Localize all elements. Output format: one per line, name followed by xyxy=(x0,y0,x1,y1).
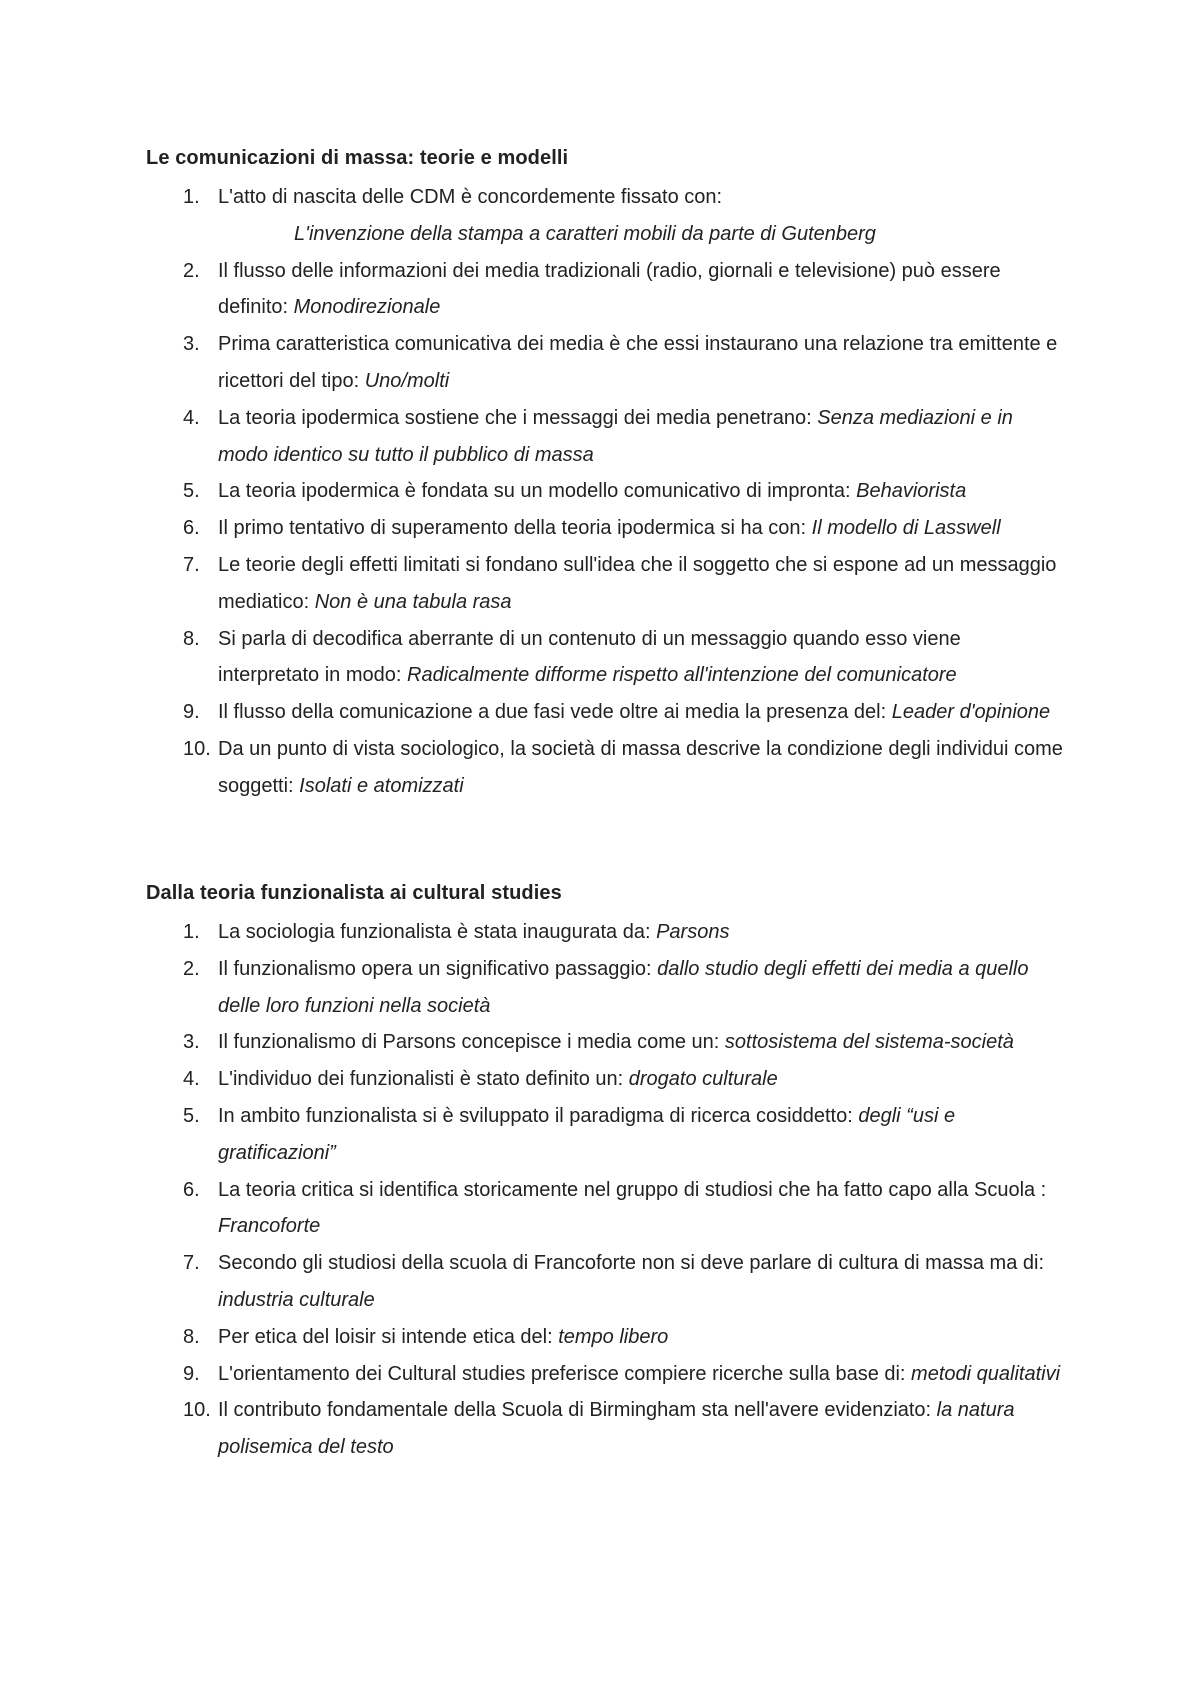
list-item xyxy=(146,914,1066,951)
item-number: 10. xyxy=(183,1399,211,1422)
question-text: La sociologia funzionalista è stata inaugurata da: xyxy=(218,921,657,943)
answer-text: Behaviorista xyxy=(856,480,967,503)
item-number: 7. xyxy=(183,553,200,576)
answer-text: Leader d'opinione xyxy=(891,701,1051,724)
list-item xyxy=(146,547,1066,621)
question-text: Il funzionalismo di Parsons concepisce i media come un: xyxy=(218,1031,725,1054)
answer-text: degli “usi e gratificazioni” xyxy=(218,1104,956,1164)
list-item xyxy=(146,694,1066,731)
item-number: 3. xyxy=(183,333,200,356)
list-item xyxy=(146,1356,1066,1393)
answer-text: L'invenzione della stampa a caratteri mobili da parte di Gutenberg xyxy=(294,222,876,245)
item-number: 5. xyxy=(183,1104,200,1127)
list-item xyxy=(146,1061,1066,1098)
question-list xyxy=(146,914,1066,1466)
list-item xyxy=(146,326,1066,400)
item-number: 2. xyxy=(183,957,200,980)
item-number: 2. xyxy=(183,259,200,282)
item-number: 4. xyxy=(183,1068,200,1091)
list-item xyxy=(146,1245,1066,1319)
item-number: 3. xyxy=(183,1031,200,1054)
list-item xyxy=(146,510,1066,547)
question-text: Il primo tentativo di superamento della teoria ipodermica si ha con: xyxy=(218,517,812,540)
answer-text: Isolati e atomizzati xyxy=(299,774,464,797)
question-text: Si parla di decodifica aberrante di un contenuto di un messaggio quando esso viene interpretato in modo: xyxy=(218,627,961,687)
list-item xyxy=(146,951,1066,1025)
list-item xyxy=(146,400,1066,474)
list-item xyxy=(146,253,1066,327)
list-item xyxy=(146,731,1066,805)
answer-text: Parsons xyxy=(656,921,730,943)
answer-text: Il modello di Lasswell xyxy=(811,517,1001,540)
list-item xyxy=(146,1098,1066,1172)
question-text: L'individuo dei funzionalisti è stato definito un: xyxy=(218,1068,629,1091)
answer-text: Monodirezionale xyxy=(293,296,441,319)
question-text: Le teorie degli effetti limitati si fondano sull'idea che il soggetto che si espone ad un messaggio mediatico: xyxy=(218,553,1057,613)
answer-text: drogato culturale xyxy=(628,1068,778,1091)
question-text: La teoria ipodermica è fondata su un modello comunicativo di impronta: xyxy=(218,480,857,503)
item-number: 1. xyxy=(183,186,200,208)
section-title: Dalla teoria funzionalista ai cultural studies xyxy=(146,882,562,904)
question-text: La teoria critica si identifica storicamente nel gruppo di studiosi che ha fatto capo alla Scuola : xyxy=(218,1178,1047,1201)
question-text: Secondo gli studiosi della scuola di Francoforte non si deve parlare di cultura di massa ma di: xyxy=(218,1252,1044,1275)
answer-text: sottosistema del sistema-società xyxy=(724,1031,1014,1054)
answer-text: Non è una tabula rasa xyxy=(314,590,512,613)
item-number: 4. xyxy=(183,406,200,429)
list-item xyxy=(146,1319,1066,1356)
list-item xyxy=(146,1172,1066,1246)
answer-text: metodi qualitativi xyxy=(911,1362,1061,1385)
item-number: 10. xyxy=(183,737,211,760)
question-text: Il contributo fondamentale della Scuola di Birmingham sta nell'avere evidenziato: xyxy=(218,1399,937,1422)
answer-text: industria culturale xyxy=(218,1288,375,1311)
list-item xyxy=(146,473,1066,510)
answer-text: Francoforte xyxy=(218,1215,321,1238)
question-text: Da un punto di vista sociologico, la società di massa descrive la condizione degli individui come soggetti: xyxy=(218,737,1063,797)
item-number: 6. xyxy=(183,1178,200,1201)
question-text: Il funzionalismo opera un significativo passaggio: xyxy=(218,957,658,980)
question-text: Il flusso della comunicazione a due fasi vede oltre ai media la presenza del: xyxy=(218,701,892,724)
item-number: 9. xyxy=(183,701,200,724)
section-title: Le comunicazioni di massa: teorie e modelli xyxy=(146,147,569,169)
item-number: 9. xyxy=(183,1362,200,1385)
question-text: Per etica del loisir si intende etica del: xyxy=(218,1325,559,1348)
question-text: Il flusso delle informazioni dei media tradizionali (radio, giornali e televisione) può essere definito: xyxy=(218,259,1001,319)
question-text: Prima caratteristica comunicativa dei media è che essi instaurano una relazione tra emittente e ricettori del tipo: xyxy=(218,333,1058,392)
section-cdm xyxy=(146,144,1066,805)
list-item xyxy=(146,179,1066,253)
question-text: L'orientamento dei Cultural studies preferisce compiere ricerche sulla base di: xyxy=(218,1362,912,1385)
answer-text: tempo libero xyxy=(558,1325,669,1348)
question-list xyxy=(146,179,1066,805)
list-item xyxy=(146,1392,1066,1466)
answer-text: dallo studio degli effetti dei media a quello delle loro funzioni nella società xyxy=(218,957,1029,1017)
item-number: 7. xyxy=(183,1252,200,1275)
section-funzionalismo xyxy=(146,879,1066,1466)
answer-text: Radicalmente difforme rispetto all'intenzione del comunicatore xyxy=(407,664,957,687)
question-text: La teoria ipodermica sostiene che i messaggi dei media penetrano: xyxy=(218,406,818,429)
list-item xyxy=(146,621,1066,695)
answer-text: Senza mediazioni e in modo identico su tutto il pubblico di massa xyxy=(218,406,1013,466)
answer-text: Uno/molti xyxy=(364,369,450,392)
item-number: 8. xyxy=(183,1325,200,1348)
question-text: In ambito funzionalista si è sviluppato il paradigma di ricerca cosiddetto: xyxy=(218,1104,859,1127)
list-item xyxy=(146,1024,1066,1061)
item-number: 8. xyxy=(183,627,200,650)
answer-text: la natura polisemica del testo xyxy=(218,1399,1015,1459)
item-number: 6. xyxy=(183,517,200,540)
item-number: 1. xyxy=(183,921,200,943)
item-number: 5. xyxy=(183,480,200,503)
question-text: L'atto di nascita delle CDM è concordemente fissato con: xyxy=(218,186,723,208)
